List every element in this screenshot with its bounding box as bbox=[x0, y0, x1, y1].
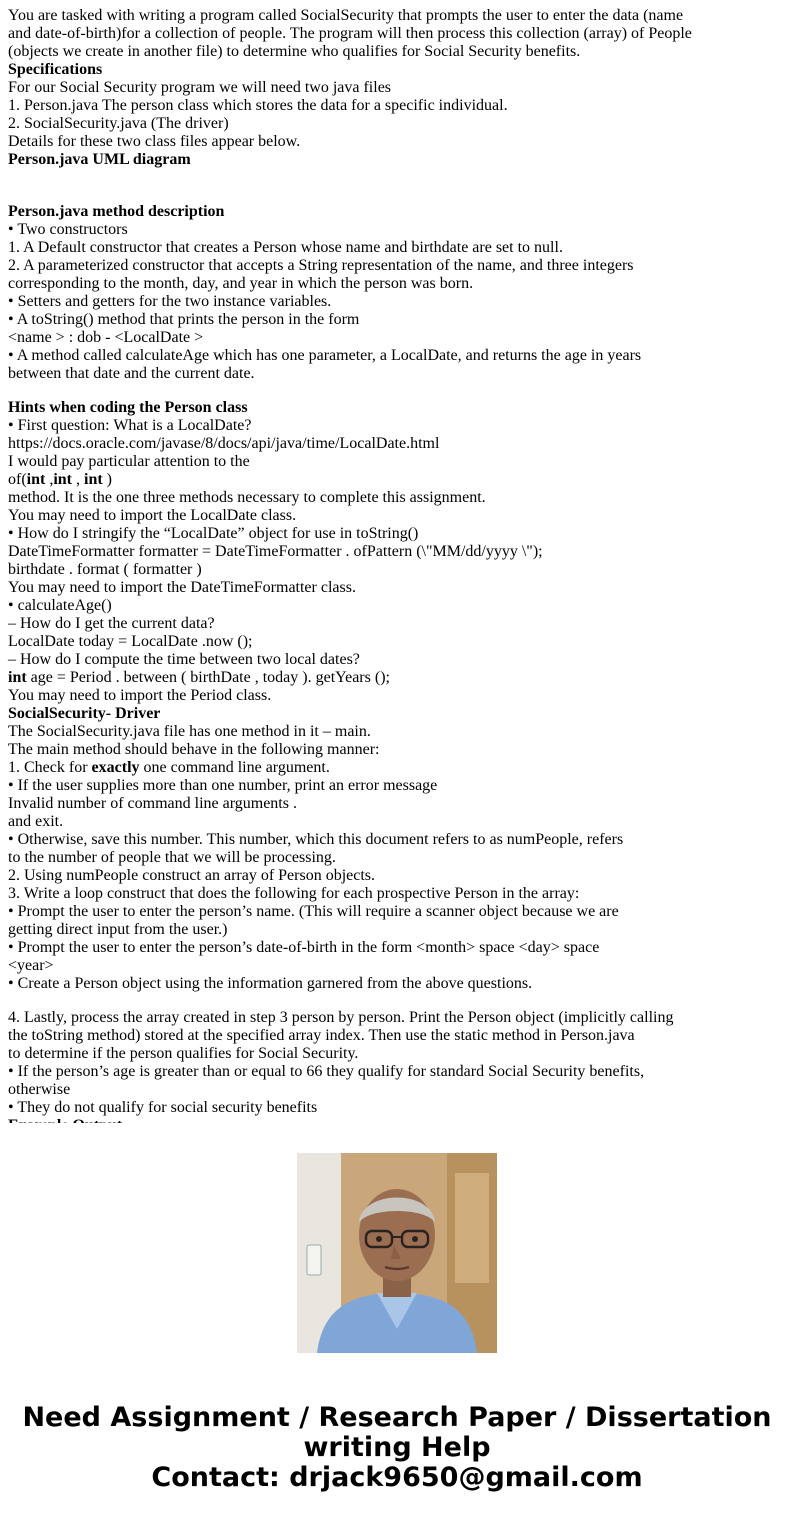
ad-line: writing Help bbox=[303, 1432, 491, 1463]
text-line: The SocialSecurity.java file has one method in it – main. bbox=[8, 723, 371, 740]
driver-section bbox=[8, 723, 788, 1117]
text-line: I would pay particular attention to the bbox=[8, 453, 250, 470]
advertisement-banner bbox=[0, 1123, 794, 1523]
text-line: You may need to import the DateTimeFormatter class. bbox=[8, 579, 356, 596]
text-line: 1. A Default constructor that creates a Person whose name and birthdate are set to null. bbox=[8, 239, 563, 256]
check-argument-line: 1. Check for exactly one command line argument. bbox=[8, 759, 330, 776]
text-line: to the number of people that we will be processing. bbox=[8, 849, 336, 866]
text-line: • calculateAge() bbox=[8, 597, 112, 614]
text-line: otherwise bbox=[8, 1081, 71, 1098]
text-line: • If the person’s age is greater than or equal to 66 they qualify for standard Social Security benefits, bbox=[8, 1063, 645, 1080]
driver-heading: SocialSecurity- Driver bbox=[8, 705, 161, 722]
person-photo-icon bbox=[297, 1153, 497, 1353]
ad-contact-email[interactable]: Contact: drjack9650@gmail.com bbox=[151, 1462, 643, 1493]
specifications-heading: Specifications bbox=[8, 61, 103, 78]
text-line: the toString method) stored at the specified array index. Then use the static method in Person.java bbox=[8, 1027, 635, 1044]
text-line: to determine if the person qualifies for Social Security. bbox=[8, 1045, 359, 1062]
text-line: • Setters and getters for the two instance variables. bbox=[8, 293, 332, 310]
text-line: • Prompt the user to enter the person’s date-of-birth in the form <month> space <day> space bbox=[8, 939, 600, 956]
text-line: • Two constructors bbox=[8, 221, 128, 238]
text-line: – How do I get the current data? bbox=[8, 615, 215, 632]
hints-section bbox=[8, 417, 788, 705]
text-line: method. It is the one three methods necessary to complete this assignment. bbox=[8, 489, 486, 506]
text-line: <name > : dob - <LocalDate > bbox=[8, 329, 204, 346]
text-line: The main method should behave in the following manner: bbox=[8, 741, 380, 758]
text-line: • Create a Person object using the information garnered from the above questions. bbox=[8, 975, 533, 992]
spacer bbox=[8, 993, 788, 1009]
uml-diagram-placeholder bbox=[8, 169, 788, 203]
text-line: 2. Using numPeople construct an array of Person objects. bbox=[8, 867, 376, 884]
text-line: (objects we create in another file) to determine who qualifies for Social Security benefits. bbox=[8, 43, 581, 60]
text-line: corresponding to the month, day, and year in which the person was born. bbox=[8, 275, 474, 292]
text-line: For our Social Security program we will need two java files bbox=[8, 79, 392, 96]
specifications-list bbox=[8, 79, 788, 151]
text-line: • If the user supplies more than one number, print an error message bbox=[8, 777, 438, 794]
text-line: You are tasked with writing a program called SocialSecurity that prompts the user to enter the data (name bbox=[8, 7, 684, 24]
text-line: 1. Person.java The person class which stores the data for a specific individual. bbox=[8, 97, 508, 114]
text-line: • They do not qualify for social security benefits bbox=[8, 1099, 318, 1116]
text-line: – How do I compute the time between two local dates? bbox=[8, 651, 360, 668]
text-line: <year> bbox=[8, 957, 54, 974]
uml-heading: Person.java UML diagram bbox=[8, 151, 191, 168]
document-body bbox=[8, 7, 788, 1123]
of-signature-line: of(int ,int , int ) bbox=[8, 471, 112, 488]
method-description-list bbox=[8, 221, 788, 383]
text-line: and date-of-birth)for a collection of people. The program will then process this collection (array) of People bbox=[8, 25, 692, 42]
text-line: between that date and the current date. bbox=[8, 365, 255, 382]
period-code-line: int age = Period . between ( birthDate , today ). getYears (); bbox=[8, 669, 390, 686]
code-line: LocalDate today = LocalDate .now (); bbox=[8, 633, 253, 650]
text-line: • A method called calculateAge which has one parameter, a LocalDate, and returns the age in years bbox=[8, 347, 642, 364]
text-line: • How do I stringify the “LocalDate” object for use in toString() bbox=[8, 525, 419, 542]
text-line: 3. Write a loop construct that does the following for each prospective Person in the array: bbox=[8, 885, 580, 902]
hints-heading: Hints when coding the Person class bbox=[8, 399, 248, 416]
ad-line: Need Assignment / Research Paper / Dissertation bbox=[22, 1402, 772, 1433]
localdate-doc-link[interactable]: https://docs.oracle.com/javase/8/docs/api/java/time/LocalDate.html bbox=[8, 435, 440, 452]
text-line: • First question: What is a LocalDate? bbox=[8, 417, 252, 434]
method-description-heading: Person.java method description bbox=[8, 203, 225, 220]
text-line: getting direct input from the user.) bbox=[8, 921, 228, 938]
intro-paragraph bbox=[8, 7, 788, 61]
text-line: 2. A parameterized constructor that accepts a String representation of the name, and three integers bbox=[8, 257, 634, 274]
text-line: Invalid number of command line arguments . bbox=[8, 795, 297, 812]
text-line: 4. Lastly, process the array created in step 3 person by person. Print the Person object (implicitly calling bbox=[8, 1009, 674, 1026]
text-line: • Prompt the user to enter the person’s name. (This will require a scanner object because we are bbox=[8, 903, 619, 920]
text-line: 2. SocialSecurity.java (The driver) bbox=[8, 115, 229, 132]
text-line: • Otherwise, save this number. This number, which this document refers to as numPeople, refers bbox=[8, 831, 624, 848]
code-line: DateTimeFormatter formatter = DateTimeFormatter . ofPattern (\"MM/dd/yyyy \"); bbox=[8, 543, 543, 560]
spacer bbox=[8, 383, 788, 399]
avatar-photo bbox=[297, 1153, 497, 1353]
text-line: • A toString() method that prints the person in the form bbox=[8, 311, 360, 328]
text-line: You may need to import the Period class. bbox=[8, 687, 272, 704]
text-line: Details for these two class files appear below. bbox=[8, 133, 301, 150]
ad-headline bbox=[0, 1403, 794, 1493]
code-line: birthdate . format ( formatter ) bbox=[8, 561, 202, 578]
text-line: and exit. bbox=[8, 813, 64, 830]
text-line: You may need to import the LocalDate class. bbox=[8, 507, 297, 524]
